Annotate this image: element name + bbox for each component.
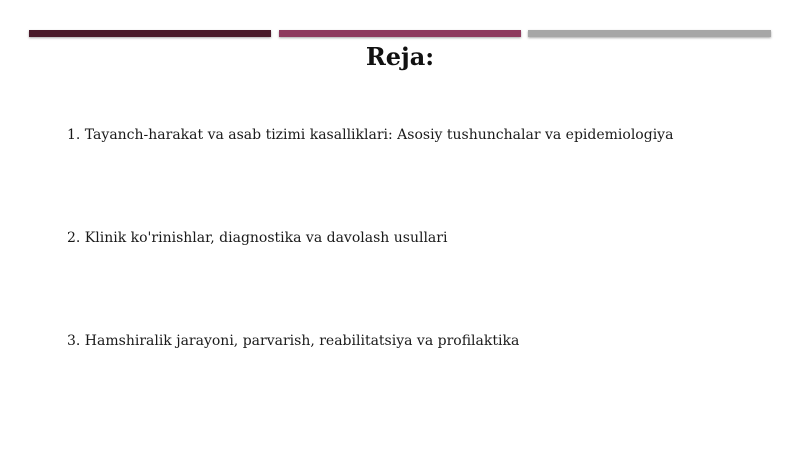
plan-item-2: 2. Klinik ko'rinishlar, diagnostika va davolash usullari [67,230,448,246]
plan-item-1: 1. Tayanch-harakat va asab tizimi kasalliklari: Asosiy tushunchalar va epidemiologiya [67,127,674,143]
slide-title: Reja: [365,42,435,71]
header-bar-3 [528,30,771,37]
header-bar-1 [29,30,271,37]
plan-item-3: 3. Hamshiralik jarayoni, parvarish, reabilitatsiya va profilaktika [67,333,520,349]
header-bar-2 [279,30,521,37]
